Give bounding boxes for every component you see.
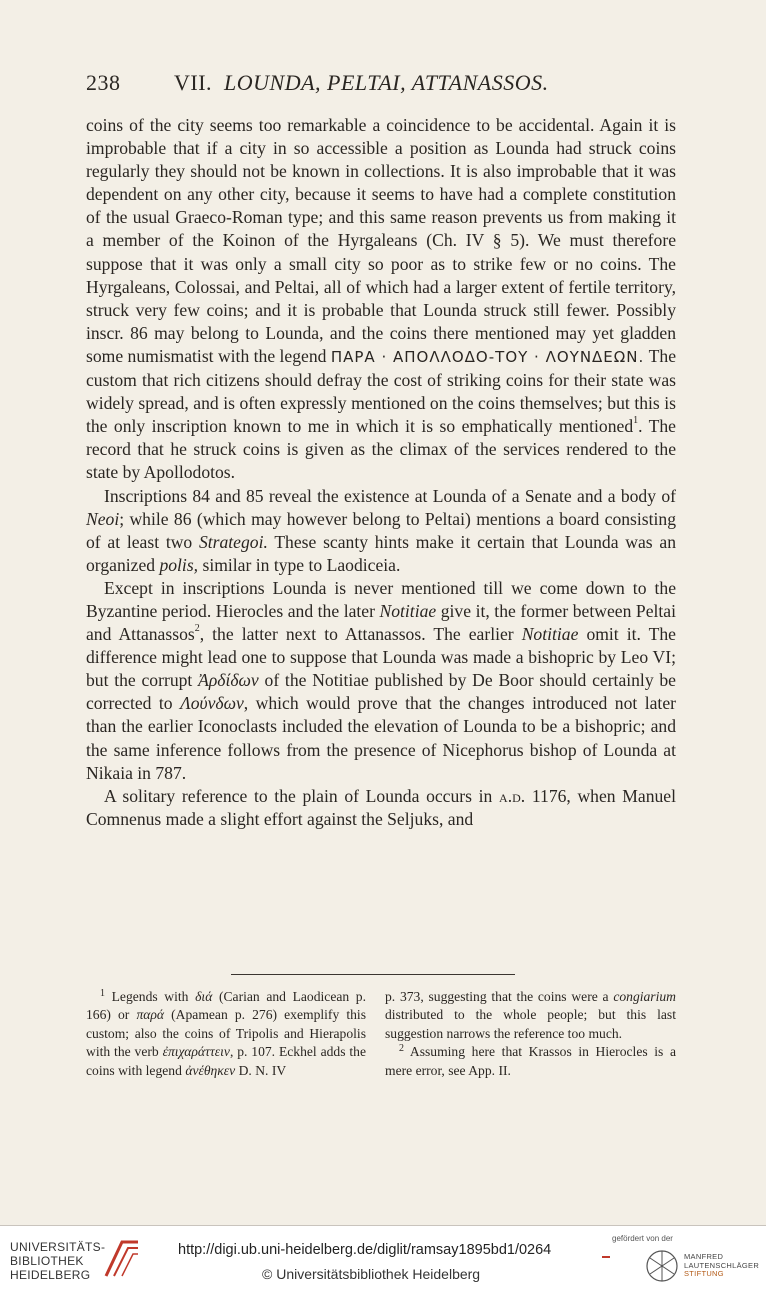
footnote-column-left <box>86 988 366 1080</box>
running-title: VII. LOUNDA, PELTAI, ATTANASSOS. <box>174 70 549 95</box>
footnote-divider <box>231 974 515 975</box>
footnote-1: $^1$ Legends with διά (Carian and Laodicean p. 166) or παρά (Apamean p. 276) exemplify this custom; also the coins of Tripolis and Hierapolis with the verb ἐπιχαράττειν, p. 107. Eckhel adds the coins with legend ἀνέθηκεν D. N. IV <box>86 988 366 1078</box>
body-text <box>86 114 676 831</box>
library-logo-icon[interactable] <box>100 1236 142 1280</box>
page-number: 238 <box>86 70 121 95</box>
sponsor-note: gefördert von der <box>612 1234 673 1243</box>
foundation-name[interactable]: MANFRED LAUTENSCHLÄGER STIFTUNG <box>684 1252 760 1278</box>
footnote-ref-1: 1 <box>633 415 639 427</box>
footnote-2: $^2$ Assuming here that Krassos in Hierocles is a mere error, see App. II. <box>385 1043 676 1078</box>
viewer-footer <box>0 1225 766 1290</box>
separator-mark <box>602 1256 610 1258</box>
paragraph-4: A solitary reference to the plain of Lounda occurs in a.d. 1176, when Manuel Comnenus made a slight effort against the Seljuks, and <box>86 785 677 829</box>
paragraph-2: Inscriptions 84 and 85 reveal the existence at Lounda of a Senate and a body of Neoi; while 86 (which may however belong to Peltai) mentions a board consisting of at least two Strategoi. These scanty hints make it certain that Lounda was an organized polis, similar in type to Laodiceia. <box>86 485 676 575</box>
running-title-italic: LOUNDA, PELTAI, ATTANASSOS. <box>224 70 549 95</box>
footnote-1-continued: p. 373, suggesting that the coins were a congiarium distributed to the whole people; but this last suggestion narrows the reference too much. <box>385 989 676 1041</box>
library-logo-text[interactable]: UNIVERSITÄTS- BIBLIOTHEK HEIDELBERG <box>10 1240 106 1282</box>
copyright-notice: © Universitätsbibliothek Heidelberg <box>262 1266 481 1282</box>
permalink-url[interactable]: http://digi.ub.uni-heidelberg.de/diglit/ramsay1895bd1/0264 <box>178 1242 552 1258</box>
paragraph-1: coins of the city seems too remarkable a coincidence to be accidental. Again it is improbable that if a city in so accessible a position as Lounda had struck coins regularly they should not be known in collections. It is also improbable that it was dependent on any other city, because it seems to have had a complete constitution of the usual Graeco-Roman type; and this same reason prevents us from making it a member of the Koinon of the Hyrgaleans (Ch. IV § 5). We must therefore suppose that it was only a small city so poor as to strike few or no coins. The Hyrgaleans, Colossai, and Peltai, all of which had a larger extent of fertile territory, struck very few coins; and it is probable that Lounda struck still fewer. Possibly inscr. 86 may belong to Lounda, and the coins there mentioned may yet gladden some numismatist with the legend ΠΑΡΑ · ΑΠΟΛΛΟΔΟ-ΤΟΥ · ΛΟΥΝΔΕΩΝ. The custom that rich citizens should defray the cost of striking coins for their state was widely spread, and is often expressly mentioned on the coins themselves; but this is the only inscription known to me in which it is so emphatically mentioned$^1$. The record that he struck coins is given as the climax of the services rendered to the state by Apollodotos. <box>86 115 677 483</box>
paragraph-3: Except in inscriptions Lounda is never mentioned till we come down to the Byzantine period. Hierocles and the later Notitiae give it, the former between Peltai and Attanassos$^2$, the latter next to Attanassos. The earlier Notitiae omit it. The difference might lead one to suppose that Lounda was made a bishopric by Leo VI; but the corrupt Ἀρδίδων of the Notitiae published by De Boor should certainly be corrected to Λούνδων, which would prove that the changes introduced not later than the earlier Iconoclasts included the elevation of Lounda to be a bishopric; and the same inference follows from the presence of Nicephorus bishop of Lounda at Nikaia in 787. <box>86 577 676 783</box>
footnote-ref-2: 2 <box>194 623 200 635</box>
footnote-column-right <box>385 988 676 1080</box>
greek-legend: ΠΑΡΑ · ΑΠΟΛΛΟΔΟ-ΤΟΥ · ΛΟΥΝΔΕΩΝ. <box>330 347 645 366</box>
running-header <box>86 70 676 98</box>
